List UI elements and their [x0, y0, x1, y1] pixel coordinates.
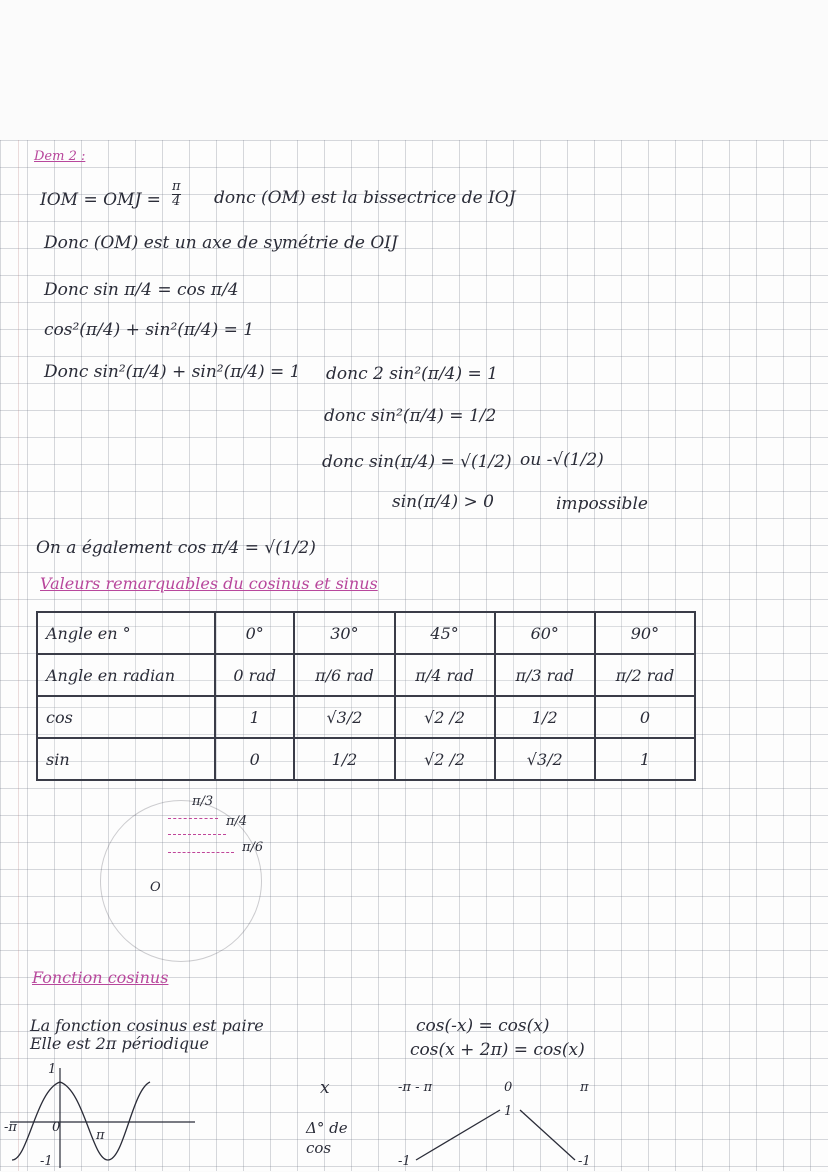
graph-y-bottom: -1	[40, 1154, 53, 1169]
margin-line	[18, 140, 19, 1171]
decreasing-arrow	[520, 1110, 575, 1160]
graph-zero: 0	[52, 1120, 61, 1135]
variation-pi: π	[580, 1080, 589, 1095]
table-cell: π/6 rad	[294, 654, 394, 696]
table-cell: √2 /2	[395, 738, 495, 780]
table-row	[37, 654, 695, 696]
label-pi-3: π/3	[192, 794, 214, 809]
variation-arrows	[410, 1100, 600, 1171]
variation-left: -1	[398, 1154, 411, 1169]
cosine-graph-sketch	[0, 1060, 200, 1171]
table-cell: 0 rad	[215, 654, 294, 696]
table-cell: π/4 rad	[395, 654, 495, 696]
variation-zero: 0	[504, 1080, 513, 1095]
dashed-guide	[168, 834, 226, 835]
increasing-arrow	[416, 1110, 500, 1160]
dashed-guide	[168, 818, 218, 819]
variation-top: 1	[504, 1104, 513, 1119]
table-cell: cos	[37, 696, 215, 738]
variation-row-label: Δ° de cos	[306, 1119, 348, 1157]
line-8b: impossible	[556, 494, 648, 514]
table-cell: Angle en radian	[37, 654, 215, 696]
cosine-curve	[12, 1082, 150, 1160]
line-3: Donc sin π/4 = cos π/4	[44, 280, 239, 300]
table-cell: Angle en °	[37, 612, 215, 654]
heading-dem2: Dem 2 :	[34, 149, 86, 164]
line-1-right: donc (OM) est la bissectrice de IOJ	[214, 188, 516, 208]
table-cell: π/3 rad	[495, 654, 595, 696]
graph-pi: π	[96, 1128, 105, 1143]
graph-neg-pi: -π	[4, 1120, 17, 1135]
table-row	[37, 738, 695, 780]
table-cell: 45°	[395, 612, 495, 654]
values-table	[36, 611, 696, 781]
table-row	[37, 696, 695, 738]
table-cell: 0°	[215, 612, 294, 654]
table-cell: 60°	[495, 612, 595, 654]
table-row	[37, 612, 695, 654]
cos-eq-1: cos(-x) = cos(x)	[416, 1016, 550, 1036]
table-cell: 1/2	[495, 696, 595, 738]
line-1-fraction	[172, 180, 181, 209]
table-cell: √3/2	[294, 696, 394, 738]
line-6: donc sin²(π/4) = 1/2	[324, 406, 497, 426]
label-origin: O	[150, 880, 161, 895]
cos-eq-2: cos(x + 2π) = cos(x)	[410, 1040, 585, 1060]
table-cell: 30°	[294, 612, 394, 654]
variation-x-label: x	[320, 1078, 330, 1098]
fraction-numerator: π	[172, 179, 181, 194]
line-1-left: IOM = OMJ =	[40, 190, 161, 210]
cos-line-1: La fonction cosinus est paire	[30, 1016, 264, 1035]
line-2: Donc (OM) est un axe de symétrie de OIJ	[44, 233, 398, 253]
table-cell: 0	[595, 696, 695, 738]
line-7b: ou -√(1/2)	[520, 450, 604, 470]
variation-right: -1	[578, 1154, 591, 1169]
cos-line-2: Elle est 2π périodique	[30, 1034, 209, 1053]
line-7: donc sin(π/4) = √(1/2)	[322, 452, 512, 472]
table-cell: sin	[37, 738, 215, 780]
line-5b: donc 2 sin²(π/4) = 1	[326, 364, 498, 384]
table-cell: √2 /2	[395, 696, 495, 738]
table-cell: π/2 rad	[595, 654, 695, 696]
line-5: Donc sin²(π/4) + sin²(π/4) = 1	[44, 362, 301, 382]
table-cell: 90°	[595, 612, 695, 654]
label-pi-6: π/6	[242, 840, 264, 855]
table-cell: 1	[215, 696, 294, 738]
line-4: cos²(π/4) + sin²(π/4) = 1	[44, 320, 255, 340]
section-title-cosine: Fonction cosinus	[32, 968, 169, 987]
section-title-values: Valeurs remarquables du cosinus et sinus	[40, 574, 378, 593]
label-pi-4: π/4	[226, 814, 248, 829]
table-cell: 0	[215, 738, 294, 780]
table-cell: 1/2	[294, 738, 394, 780]
dashed-guide	[168, 852, 234, 853]
variation-x-values: -π - π	[398, 1080, 433, 1095]
table-cell: √3/2	[495, 738, 595, 780]
line-9: On a également cos π/4 = √(1/2)	[36, 538, 316, 558]
fraction-denominator: 4	[172, 194, 181, 209]
table-cell: 1	[595, 738, 695, 780]
graph-y-top: 1	[48, 1062, 57, 1077]
line-8: sin(π/4) > 0	[392, 492, 494, 512]
